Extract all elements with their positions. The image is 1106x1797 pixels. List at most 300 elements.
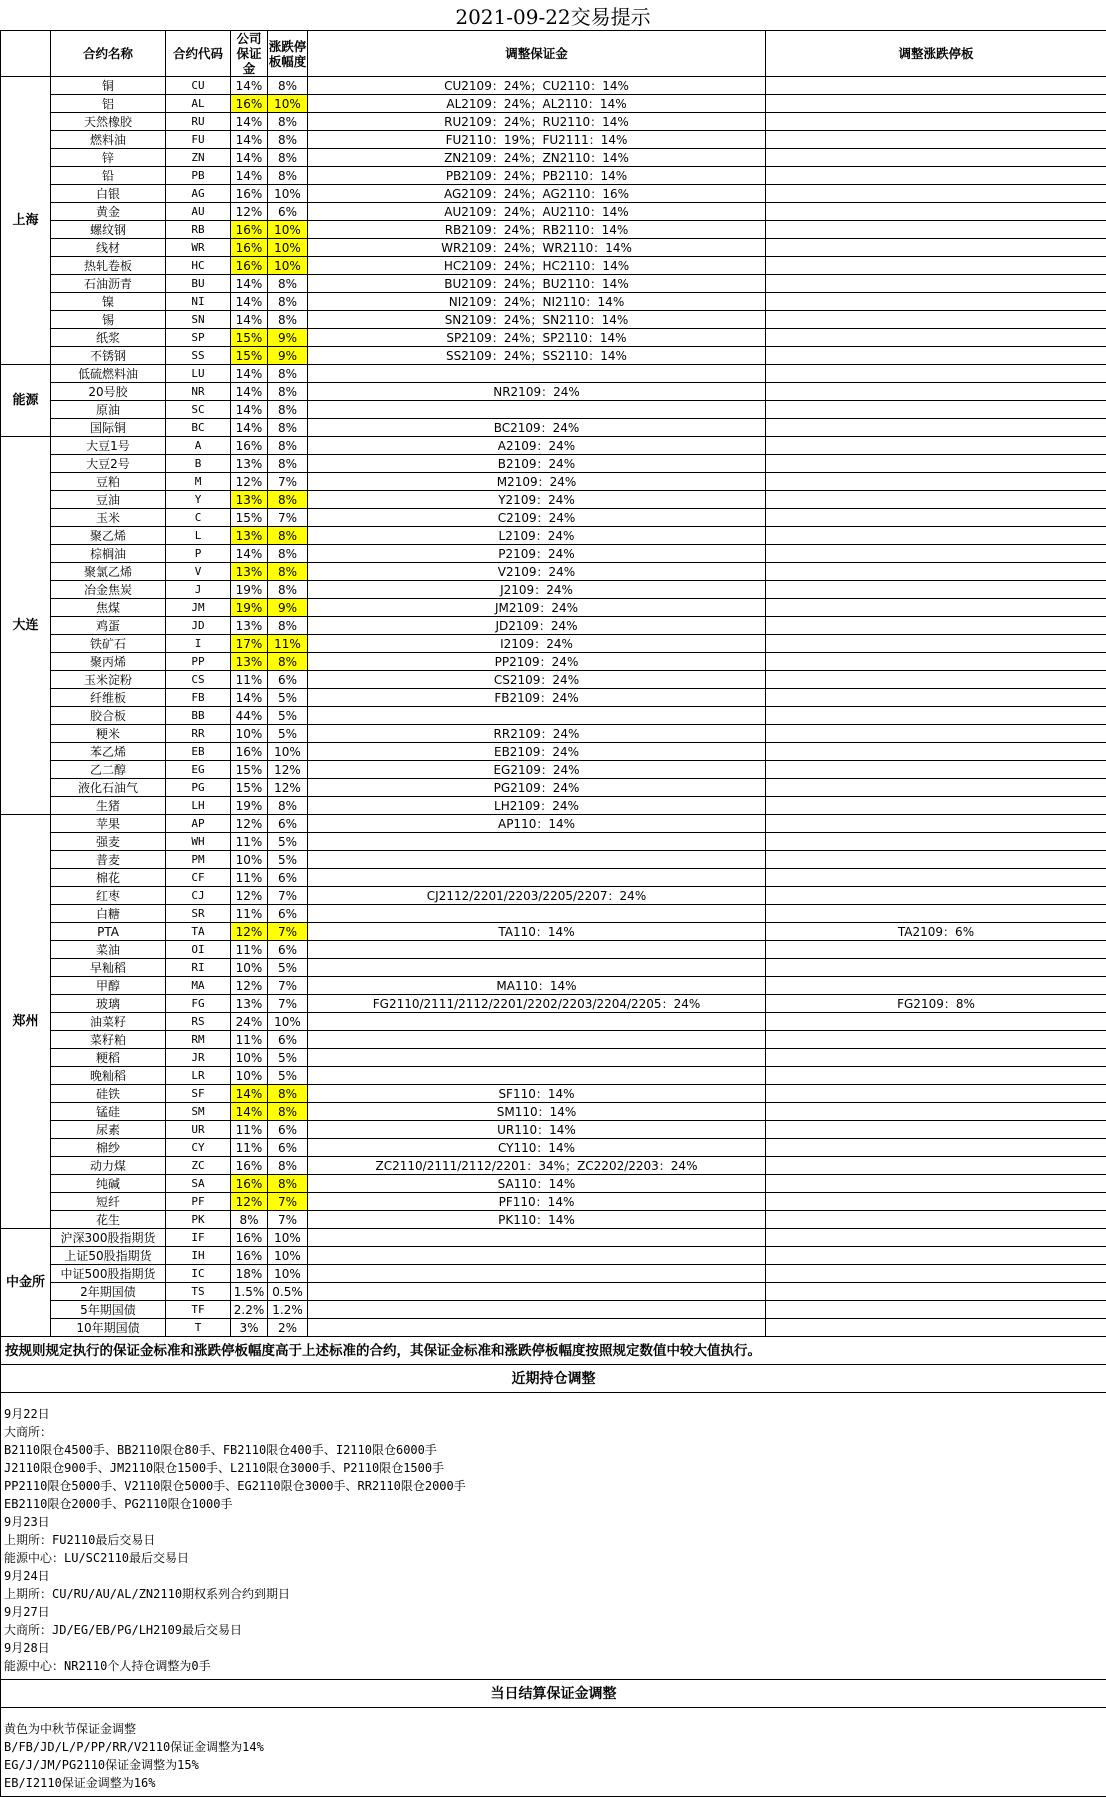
position-line: 能源中心：NR2110个人持仓调整为0手 [4,1657,1103,1675]
price-limit: 8% [268,401,308,419]
price-limit: 7% [268,995,308,1013]
adjusted-margin: SM110：14% [308,1103,766,1121]
company-margin: 14% [231,275,268,293]
company-margin: 14% [231,113,268,131]
contract-name: 螺纹钢 [51,221,166,239]
page-title: 2021-09-22交易提示 [0,0,1106,30]
position-line: 大商所： [4,1423,1103,1441]
company-margin: 16% [231,257,268,275]
table-row [1,221,1106,239]
company-margin: 14% [231,689,268,707]
price-limit: 5% [268,725,308,743]
adjusted-margin [308,851,766,869]
company-margin: 12% [231,887,268,905]
contract-name: 动力煤 [51,1157,166,1175]
adjusted-margin: FG2110/2111/2112/2201/2202/2203/2204/2205：24% [308,995,766,1013]
table-row [1,563,1106,581]
contract-code: RR [166,725,231,743]
contract-name: 铁矿石 [51,635,166,653]
adjusted-limit [766,959,1106,977]
company-margin: 14% [231,545,268,563]
contract-name: 早籼稻 [51,959,166,977]
table-row [1,1283,1106,1301]
contract-code: SC [166,401,231,419]
exchange-label: 上海 [1,77,51,365]
adjusted-margin: P2109：24% [308,545,766,563]
table-row [1,995,1106,1013]
company-margin: 16% [231,239,268,257]
company-margin: 11% [231,869,268,887]
table-row [1,1013,1106,1031]
position-adjustment-text [1,1393,1106,1680]
adjusted-limit [766,851,1106,869]
contract-name: 纸浆 [51,329,166,347]
adjusted-margin: CS2109：24% [308,671,766,689]
price-limit: 8% [268,311,308,329]
table-row [1,401,1106,419]
price-limit: 5% [268,1067,308,1085]
contract-name: 白银 [51,185,166,203]
contract-code: UR [166,1121,231,1139]
company-margin: 10% [231,725,268,743]
adjusted-limit [766,1103,1106,1121]
contract-name: 焦煤 [51,599,166,617]
table-row [1,347,1106,365]
adjusted-limit [766,239,1106,257]
margin-table [0,30,1106,1797]
contract-code: LU [166,365,231,383]
contract-code: V [166,563,231,581]
contract-name: 铅 [51,167,166,185]
price-limit: 10% [268,1013,308,1031]
adjusted-limit [766,887,1106,905]
adjusted-limit [766,419,1106,437]
contract-name: 天然橡胶 [51,113,166,131]
settlement-section-header [1,1680,1106,1708]
adjusted-margin [308,1319,766,1337]
contract-name: 石油沥青 [51,275,166,293]
contract-name: 原油 [51,401,166,419]
contract-code: PF [166,1193,231,1211]
contract-code: CY [166,1139,231,1157]
adjusted-margin [308,1067,766,1085]
adjusted-margin: BC2109：24% [308,419,766,437]
company-margin: 13% [231,563,268,581]
contract-code: AP [166,815,231,833]
price-limit: 6% [268,1139,308,1157]
adjusted-limit [766,311,1106,329]
contract-name: 生猪 [51,797,166,815]
company-margin: 16% [231,743,268,761]
adjusted-margin: NR2109：24% [308,383,766,401]
position-section-body [1,1393,1106,1680]
table-row [1,185,1106,203]
adjusted-margin: V2109：24% [308,563,766,581]
contract-name: 5年期国债 [51,1301,166,1319]
adjusted-margin: SP2109：24%；SP2110：14% [308,329,766,347]
company-margin: 14% [231,419,268,437]
company-margin: 11% [231,1121,268,1139]
price-limit: 10% [268,185,308,203]
contract-code: SS [166,347,231,365]
contract-code: EG [166,761,231,779]
header-adjusted-limit: 调整涨跌停板 [766,31,1106,77]
company-margin: 15% [231,779,268,797]
table-row [1,941,1106,959]
price-limit: 8% [268,419,308,437]
contract-name: PTA [51,923,166,941]
adjusted-limit [766,671,1106,689]
adjusted-margin [308,833,766,851]
adjusted-limit [766,527,1106,545]
table-row [1,329,1106,347]
contract-code: P [166,545,231,563]
company-margin: 11% [231,671,268,689]
price-limit: 7% [268,1193,308,1211]
adjusted-margin: M2109：24% [308,473,766,491]
price-limit: 7% [268,887,308,905]
contract-code: BU [166,275,231,293]
position-line: J2110限仓900手、JM2110限仓1500手、L2110限仓3000手、P2110限仓1500手 [4,1459,1103,1477]
adjusted-limit [766,293,1106,311]
table-row [1,113,1106,131]
table-row [1,167,1106,185]
adjusted-margin [308,941,766,959]
adjusted-limit [766,635,1106,653]
adjusted-limit [766,1067,1106,1085]
price-limit: 8% [268,491,308,509]
adjusted-margin [308,365,766,383]
contract-code: MA [166,977,231,995]
contract-code: PG [166,779,231,797]
price-limit: 12% [268,761,308,779]
contract-code: PK [166,1211,231,1229]
contract-name: 玉米 [51,509,166,527]
price-limit: 5% [268,851,308,869]
adjusted-margin: Y2109：24% [308,491,766,509]
price-limit: 8% [268,617,308,635]
adjusted-margin: AP110：14% [308,815,766,833]
price-limit: 8% [268,1103,308,1121]
adjusted-limit [766,437,1106,455]
position-line: 9月22日 [4,1405,1103,1423]
contract-name: 锰硅 [51,1103,166,1121]
price-limit: 10% [268,95,308,113]
price-limit: 7% [268,473,308,491]
contract-name: 大豆1号 [51,437,166,455]
table-row [1,1265,1106,1283]
price-limit: 6% [268,1121,308,1139]
position-section-title: 近期持仓调整 [1,1365,1106,1393]
adjusted-limit [766,1031,1106,1049]
price-limit: 11% [268,635,308,653]
adjusted-margin: AG2109：24%；AG2110：16% [308,185,766,203]
header-contract-name: 合约名称 [51,31,166,77]
table-row [1,455,1106,473]
position-line: 9月24日 [4,1567,1103,1585]
contract-code: ZC [166,1157,231,1175]
table-row [1,437,1106,455]
contract-name: 不锈钢 [51,347,166,365]
adjusted-margin: SA110：14% [308,1175,766,1193]
price-limit: 2% [268,1319,308,1337]
table-row [1,977,1106,995]
contract-name: 菜油 [51,941,166,959]
price-limit: 8% [268,437,308,455]
adjusted-margin: UR110：14% [308,1121,766,1139]
company-margin: 12% [231,473,268,491]
table-row [1,383,1106,401]
contract-code: TS [166,1283,231,1301]
table-row [1,1175,1106,1193]
contract-code: IF [166,1229,231,1247]
company-margin: 12% [231,923,268,941]
position-line: 大商所：JD/EG/EB/PG/LH2109最后交易日 [4,1621,1103,1639]
contract-name: 纤维板 [51,689,166,707]
contract-name: 白糖 [51,905,166,923]
contract-code: LR [166,1067,231,1085]
adjusted-limit [766,77,1106,95]
company-margin: 12% [231,815,268,833]
adjusted-limit [766,689,1106,707]
contract-name: 油菜籽 [51,1013,166,1031]
table-row [1,707,1106,725]
company-margin: 16% [231,1175,268,1193]
contract-name: 锡 [51,311,166,329]
table-row [1,581,1106,599]
table-row [1,1121,1106,1139]
price-limit: 10% [268,239,308,257]
contract-code: BB [166,707,231,725]
contract-name: 苹果 [51,815,166,833]
adjusted-limit [766,599,1106,617]
contract-name: 棕榈油 [51,545,166,563]
table-header-row [1,31,1106,77]
adjusted-limit [766,1283,1106,1301]
contract-code: FB [166,689,231,707]
company-margin: 24% [231,1013,268,1031]
company-margin: 10% [231,1049,268,1067]
contract-code: TA [166,923,231,941]
table-row [1,923,1106,941]
contract-name: 强麦 [51,833,166,851]
company-margin: 15% [231,761,268,779]
table-row [1,653,1106,671]
table-row [1,1301,1106,1319]
exchange-label: 大连 [1,437,51,815]
price-limit: 0.5% [268,1283,308,1301]
adjusted-margin: JD2109：24% [308,617,766,635]
adjusted-limit [766,653,1106,671]
contract-code: SN [166,311,231,329]
adjusted-margin: FB2109：24% [308,689,766,707]
adjusted-limit [766,743,1106,761]
header-company-margin: 公司保证金 [231,31,268,77]
adjusted-limit [766,581,1106,599]
adjusted-margin [308,1013,766,1031]
price-limit: 8% [268,527,308,545]
contract-name: 硅铁 [51,1085,166,1103]
company-margin: 16% [231,1229,268,1247]
price-limit: 7% [268,977,308,995]
price-limit: 10% [268,1247,308,1265]
adjusted-limit [766,203,1106,221]
table-row [1,545,1106,563]
price-limit: 5% [268,689,308,707]
table-row [1,599,1106,617]
contract-code: SP [166,329,231,347]
price-limit: 8% [268,149,308,167]
table-row [1,1103,1106,1121]
header-contract-code: 合约代码 [166,31,231,77]
table-row [1,95,1106,113]
adjusted-limit: FG2109：8% [766,995,1106,1013]
table-row [1,1139,1106,1157]
contract-name: 中证500股指期货 [51,1265,166,1283]
contract-code: RB [166,221,231,239]
adjusted-limit [766,1247,1106,1265]
contract-name: 聚氯乙烯 [51,563,166,581]
table-row [1,1157,1106,1175]
adjusted-margin: TA110：14% [308,923,766,941]
adjusted-margin: L2109：24% [308,527,766,545]
contract-code: LH [166,797,231,815]
adjusted-limit [766,1265,1106,1283]
adjusted-margin [308,707,766,725]
contract-name: 冶金焦炭 [51,581,166,599]
company-margin: 16% [231,221,268,239]
price-limit: 5% [268,833,308,851]
contract-code: Y [166,491,231,509]
contract-code: PB [166,167,231,185]
price-limit: 8% [268,113,308,131]
price-limit: 8% [268,455,308,473]
price-limit: 5% [268,1049,308,1067]
adjusted-limit [766,167,1106,185]
contract-name: 低硫燃料油 [51,365,166,383]
contract-code: IC [166,1265,231,1283]
company-margin: 14% [231,383,268,401]
table-row [1,761,1106,779]
adjusted-margin: PB2109：24%；PB2110：14% [308,167,766,185]
adjusted-margin: HC2109：24%；HC2110：14% [308,257,766,275]
settlement-line: EB/I2110保证金调整为16% [4,1774,1103,1792]
settlement-section-body [1,1708,1106,1797]
settlement-line: 黄色为中秋节保证金调整 [4,1720,1103,1738]
price-limit: 8% [268,167,308,185]
adjusted-margin: JM2109：24% [308,599,766,617]
company-margin: 14% [231,365,268,383]
price-limit: 8% [268,797,308,815]
company-margin: 13% [231,491,268,509]
contract-name: 纯碱 [51,1175,166,1193]
adjusted-limit [766,563,1106,581]
contract-code: CS [166,671,231,689]
table-row [1,1031,1106,1049]
settlement-line: B/FB/JD/L/P/PP/RR/V2110保证金调整为14% [4,1738,1103,1756]
company-margin: 16% [231,185,268,203]
company-margin: 1.5% [231,1283,268,1301]
contract-name: 粳稻 [51,1049,166,1067]
adjusted-limit [766,815,1106,833]
contract-name: 沪深300股指期货 [51,1229,166,1247]
company-margin: 11% [231,941,268,959]
table-row [1,815,1106,833]
table-row [1,77,1106,95]
contract-code: JR [166,1049,231,1067]
table-row [1,887,1106,905]
adjusted-margin: EG2109：24% [308,761,766,779]
contract-code: M [166,473,231,491]
adjusted-limit [766,221,1106,239]
adjusted-limit [766,95,1106,113]
contract-code: SA [166,1175,231,1193]
contract-code: AL [166,95,231,113]
table-row [1,1049,1106,1067]
company-margin: 11% [231,1139,268,1157]
contract-code: C [166,509,231,527]
company-margin: 13% [231,455,268,473]
position-line: 能源中心：LU/SC2110最后交易日 [4,1549,1103,1567]
company-margin: 16% [231,1247,268,1265]
contract-code: AG [166,185,231,203]
adjusted-margin [308,1265,766,1283]
contract-code: CJ [166,887,231,905]
table-row [1,419,1106,437]
adjusted-limit [766,797,1106,815]
contract-name: 红枣 [51,887,166,905]
adjusted-margin [308,905,766,923]
price-limit: 6% [268,941,308,959]
adjusted-margin: LH2109：24% [308,797,766,815]
company-margin: 18% [231,1265,268,1283]
table-row [1,491,1106,509]
table-row [1,851,1106,869]
adjusted-limit: TA2109：6% [766,923,1106,941]
adjusted-margin: BU2109：24%；BU2110：14% [308,275,766,293]
adjusted-limit [766,383,1106,401]
price-limit: 6% [268,815,308,833]
company-margin: 12% [231,203,268,221]
contract-code: CU [166,77,231,95]
contract-code: RI [166,959,231,977]
contract-code: RS [166,1013,231,1031]
position-line: 9月28日 [4,1639,1103,1657]
adjusted-margin: PG2109：24% [308,779,766,797]
contract-name: 10年期国债 [51,1319,166,1337]
contract-name: 甲醇 [51,977,166,995]
position-section-header [1,1365,1106,1393]
price-limit: 10% [268,1265,308,1283]
adjusted-limit [766,905,1106,923]
exchange-label: 郑州 [1,815,51,1229]
adjusted-margin: SS2109：24%；SS2110：14% [308,347,766,365]
contract-name: 线材 [51,239,166,257]
contract-name: 胶合板 [51,707,166,725]
table-row [1,293,1106,311]
contract-name: 棉花 [51,869,166,887]
adjusted-margin: PK110：14% [308,1211,766,1229]
adjusted-limit [766,1085,1106,1103]
table-row [1,473,1106,491]
contract-code: RU [166,113,231,131]
company-margin: 10% [231,959,268,977]
contract-code: WH [166,833,231,851]
contract-code: NI [166,293,231,311]
contract-code: TF [166,1301,231,1319]
company-margin: 19% [231,797,268,815]
table-row [1,833,1106,851]
